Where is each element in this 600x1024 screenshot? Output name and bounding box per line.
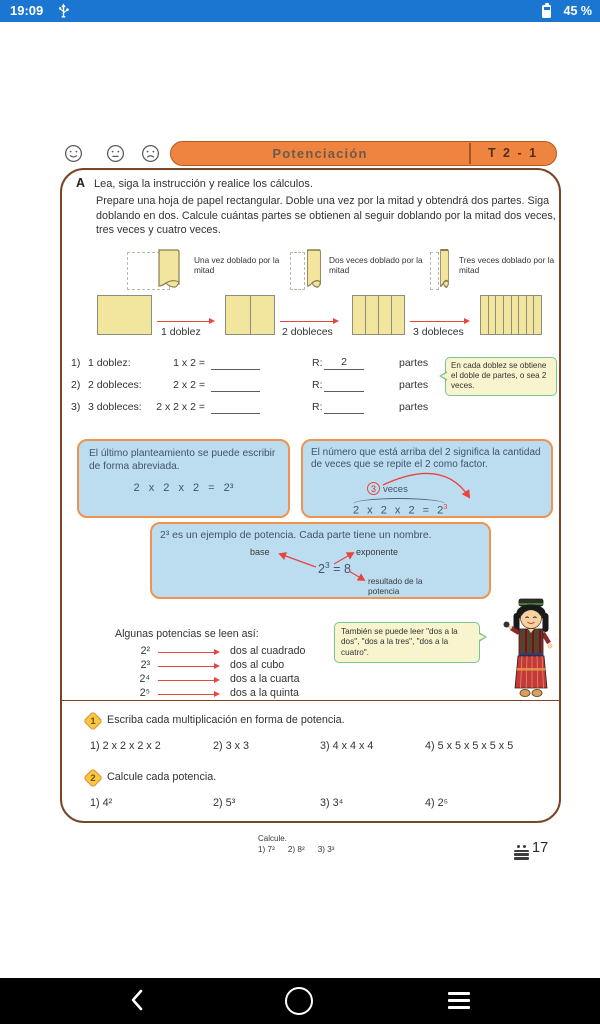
sequence-arrow-3	[410, 321, 468, 322]
sequence-arrow-label-1: 1 doblez	[161, 326, 201, 338]
callout-tail	[439, 371, 447, 381]
exponent-arrow-graphic	[303, 441, 551, 516]
base-label: base	[250, 547, 270, 557]
sequence-arrow-1	[157, 321, 213, 322]
recents-menu-icon[interactable]	[448, 992, 470, 1013]
times-circle: 3	[367, 482, 380, 495]
reading-arrow	[158, 666, 218, 667]
calc-r-label: R:	[312, 357, 323, 369]
paper-outline-3	[430, 252, 439, 290]
paper-diagram-8-parts	[480, 295, 542, 335]
exercise-item: 2) 3 x 3	[213, 740, 250, 752]
reading-power: 2³	[140, 659, 150, 671]
power-arrows-graphic	[152, 524, 489, 597]
exercise-item: 4) 2⁵	[425, 797, 449, 809]
power-parts-box	[150, 522, 491, 599]
exercise-item: 1) 2 x 2 x 2 x 2	[90, 740, 161, 752]
power-base: 2	[318, 562, 325, 577]
reading-callout	[334, 622, 480, 663]
calc-expr: 1 x 2 =	[173, 357, 205, 369]
exponent-meaning-box	[301, 439, 553, 518]
lesson-tag: T 2 - 1	[487, 146, 539, 160]
exercise-item: 4) 5 x 5 x 5 x 5 x 5	[425, 740, 514, 752]
sequence-arrow-label-2: 2 dobleces	[282, 326, 333, 338]
section-marker: A	[76, 176, 86, 190]
calc-name: 3 dobleces:	[88, 401, 142, 413]
calc-num: 2)	[71, 379, 81, 391]
reading-title: Algunas potencias se leen así:	[115, 628, 259, 640]
calc-row	[62, 400, 559, 416]
reading-callout-text: También se puede leer "dos a la dos", "dos a la tres", "dos a la cuatro".	[341, 627, 458, 657]
home-button-icon[interactable]	[285, 987, 313, 1015]
exercise-1-marker	[83, 711, 103, 731]
answer-blank	[211, 400, 260, 414]
callout-tail	[479, 632, 487, 642]
paper-diagram-1-part	[97, 295, 152, 335]
folded-paper-icon-2	[305, 247, 323, 293]
lesson-banner	[170, 141, 557, 166]
calc-r-label: R:	[312, 379, 323, 391]
calc-unit: partes	[399, 401, 429, 413]
times-label: veces	[383, 484, 408, 495]
abbreviated-formula: 2 x 2 x 2 = 2³	[133, 481, 234, 494]
usb-charging-icon	[57, 3, 70, 19]
footer-items	[258, 845, 335, 854]
calc-expr: 2 x 2 x 2 =	[156, 401, 205, 413]
page-number: 17	[532, 840, 549, 856]
reading-name: dos a la cuarta	[230, 673, 300, 685]
exercise-1-number: 1	[90, 715, 96, 727]
power-parts-title: 2³ es un ejemplo de potencia. Cada parte tiene un nombre.	[160, 530, 432, 541]
exercise-item: 2) 5³	[213, 797, 236, 809]
fold-label-3: Tres veces doblado por la mitad	[459, 255, 555, 275]
result-label: resultado de la potencia	[368, 576, 423, 596]
section-instruction: Lea, siga la instrucción y realice los cálculos.	[94, 178, 313, 190]
calc-name: 2 dobleces:	[88, 379, 142, 391]
reading-power: 2⁴	[139, 673, 150, 685]
happy-face-icon	[64, 144, 83, 163]
answer-blank	[211, 356, 260, 370]
exercise-item: 3) 3⁴	[320, 797, 344, 809]
footer-item: 1) 7²	[258, 845, 275, 854]
exercise-1-prompt: Escriba cada multiplicación en forma de potencia.	[107, 714, 345, 726]
status-time: 19:09	[10, 3, 44, 18]
footer-label: Calcule.	[258, 834, 287, 843]
result-blank	[324, 378, 364, 392]
calc-unit: partes	[399, 379, 429, 391]
exercise-2-prompt: Calcule cada potencia.	[107, 771, 217, 783]
reading-arrow	[158, 652, 218, 653]
exponent-formula-base: 2 x 2 x 2 = 2	[353, 504, 444, 517]
fold-label-2: Dos veces doblado por la mitad	[329, 255, 423, 275]
girl-character	[502, 598, 560, 700]
reading-name: dos al cubo	[230, 659, 285, 671]
paper-diagram-4-parts	[352, 295, 405, 335]
paper-diagram-2-parts	[225, 295, 275, 335]
result-blank	[324, 400, 364, 414]
calc-unit: partes	[399, 357, 429, 369]
sequence-arrow-2	[280, 321, 337, 322]
abbreviated-form-text: El último planteamiento se puede escribir de forma abreviada.	[89, 448, 276, 472]
section-paragraph: Prepare una hoja de papel rectangular. Doble una vez por la mitad y obtendrá dos partes. Siga doblando en dos. Calcule cuántas partes se obtienen al seguir doblando por la mitad dos veces, tres veces y cuatro veces.	[96, 195, 556, 237]
calc-num: 1)	[71, 357, 81, 369]
abbreviated-form-box	[77, 439, 290, 518]
power-result: 8	[343, 562, 351, 577]
status-bar	[0, 0, 600, 22]
exponent-label: exponente	[356, 547, 399, 557]
calc-num: 3)	[71, 401, 81, 413]
reading-power: 2⁵	[139, 687, 150, 699]
calc-expr: 2 x 2 =	[173, 379, 205, 391]
folded-paper-icon-1	[155, 247, 183, 293]
battery-percent: 45 %	[563, 4, 592, 18]
section-divider	[62, 700, 559, 701]
footer-item: 3) 3³	[317, 845, 335, 854]
exercise-2-number: 2	[90, 772, 96, 784]
result-blank: 2	[324, 356, 364, 370]
sad-face-icon	[141, 144, 160, 163]
power-exp: 3	[324, 560, 330, 570]
reading-name: dos a la quinta	[230, 687, 299, 699]
exercise-2-marker	[83, 768, 103, 788]
folded-paper-icon-3	[439, 247, 450, 293]
reading-arrow	[158, 694, 218, 695]
battery-icon	[542, 5, 551, 18]
answer-blank	[211, 378, 260, 392]
reading-name: dos al cuadrado	[230, 645, 306, 657]
neutral-face-icon	[106, 144, 125, 163]
fold-label-1: Una vez doblado por la mitad	[194, 255, 280, 275]
exponent-meaning-text: El número que está arriba del 2 significa la cantidad de veces que se repite el 2 como factor.	[311, 447, 541, 471]
calc-r-label: R:	[312, 401, 323, 413]
reading-power: 2²	[140, 645, 150, 657]
paper-outline-2	[290, 252, 305, 290]
power-equals: =	[333, 562, 341, 577]
reading-arrow	[158, 680, 218, 681]
exercise-item: 3) 4 x 4 x 4	[320, 740, 374, 752]
exercise-item: 1) 4²	[90, 797, 113, 809]
mayan-number-icon	[514, 845, 529, 860]
footer-item: 2) 8²	[287, 845, 305, 854]
calc-name: 1 doblez:	[88, 357, 131, 369]
lesson-title: Potenciación	[272, 146, 368, 161]
sequence-arrow-label-3: 3 dobleces	[413, 326, 464, 338]
back-button-icon[interactable]	[130, 989, 144, 1011]
content-box	[60, 168, 561, 823]
exponent-formula-exp: 3	[443, 502, 448, 511]
doblez-callout-text: En cada doblez se obtiene el doble de partes, o sea 2 veces.	[451, 361, 547, 391]
doblez-callout	[445, 357, 557, 396]
